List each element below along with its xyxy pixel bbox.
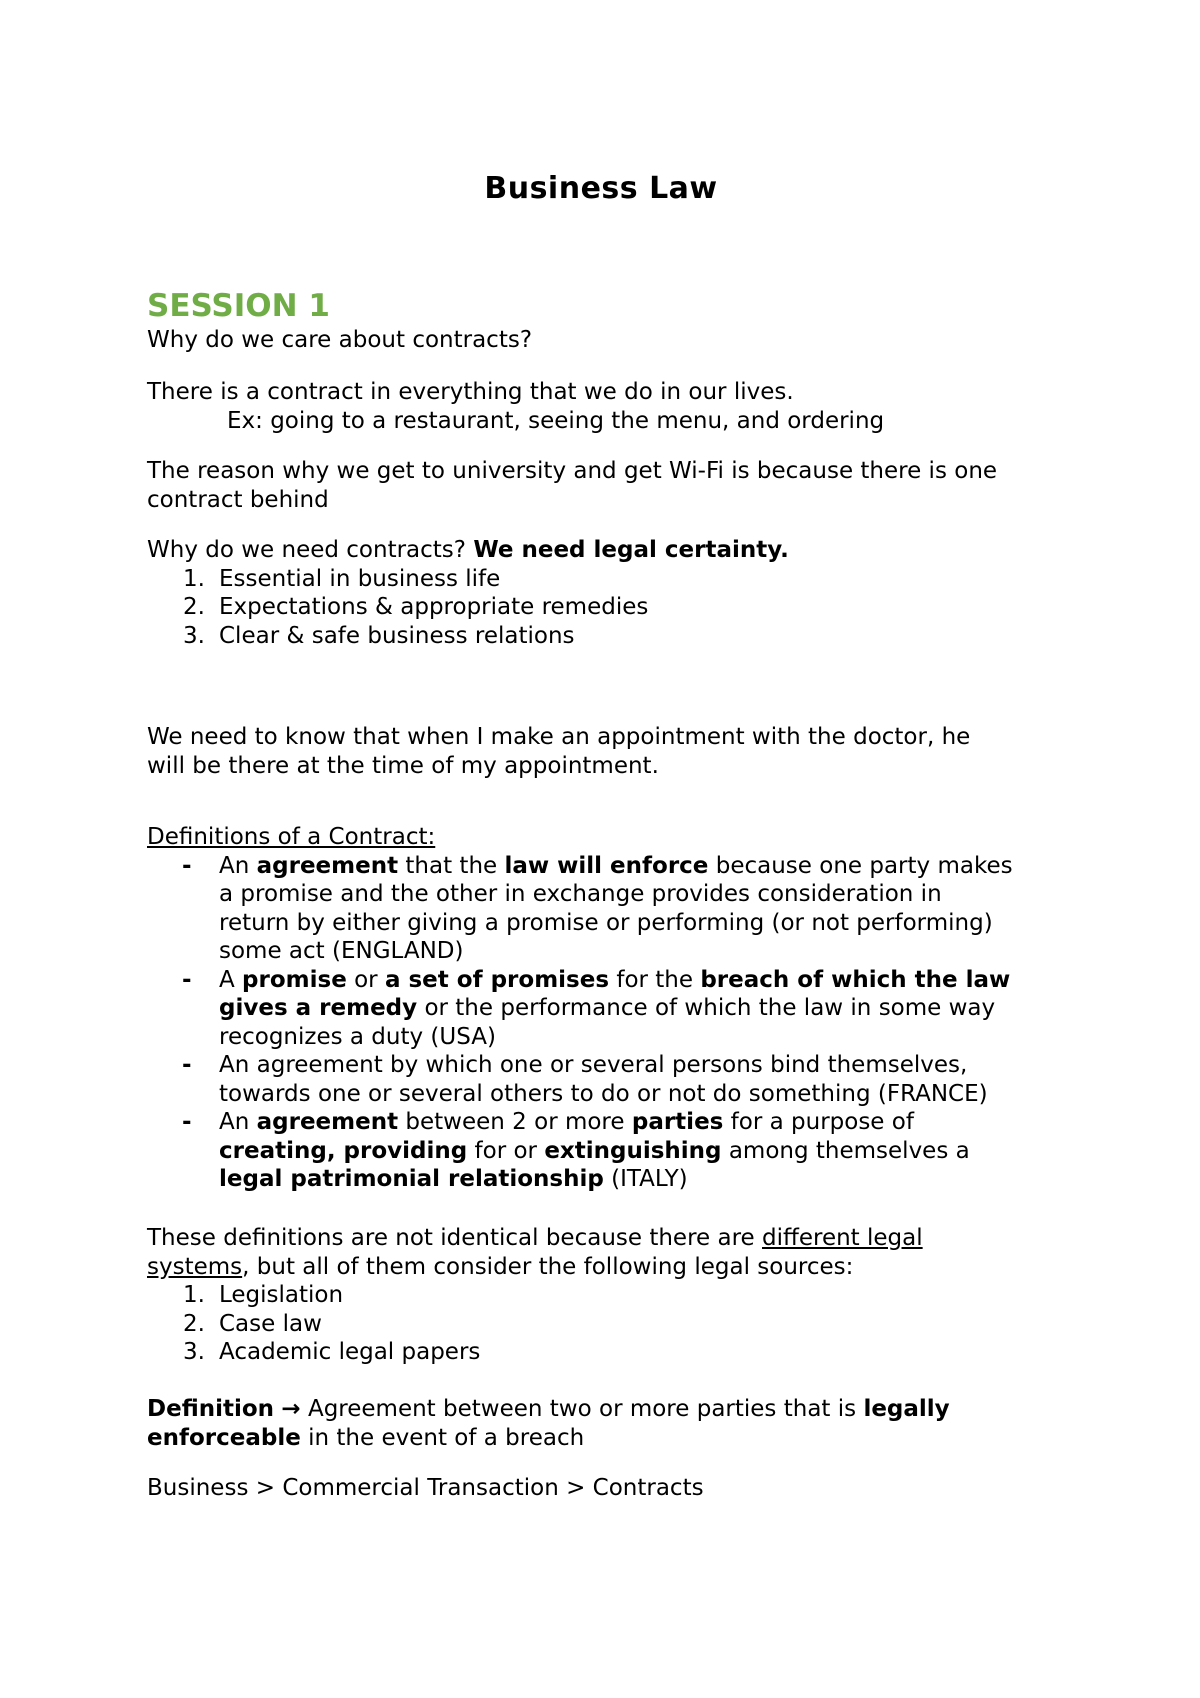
text-run: An xyxy=(219,852,257,879)
final-definition xyxy=(147,1395,1072,1452)
text-run: between 2 or more xyxy=(398,1109,632,1135)
bold-run: creating, providing xyxy=(219,1137,468,1164)
doctor-line-2: will be there at the time of my appointment. xyxy=(147,752,659,779)
definitions-heading: Definitions of a Contract: xyxy=(147,824,436,850)
definition-usa xyxy=(147,966,1072,1052)
text-run: for or xyxy=(467,1137,545,1164)
definitions-section xyxy=(147,823,1072,1194)
session-heading: SESSION 1 xyxy=(147,288,330,324)
bullet-dash: - xyxy=(182,1109,192,1135)
right-arrow-icon: → xyxy=(281,1396,301,1422)
question-care-contracts: Why do we care about contracts? xyxy=(147,327,533,353)
list-number: 3. xyxy=(183,622,205,649)
list-item xyxy=(147,565,1072,594)
underlined-run: different legal xyxy=(762,1225,923,1251)
text-line: towards one or several others to do or not do something (FRANCE) xyxy=(219,1080,988,1107)
bold-run: legally xyxy=(863,1396,950,1422)
doctor-line-1: We need to know that when I make an appointment with the doctor, he xyxy=(147,724,971,750)
list-number: 2. xyxy=(183,594,205,620)
list-text: Expectations & appropriate remedies xyxy=(219,594,649,620)
text-run: An xyxy=(219,1109,257,1135)
list-item xyxy=(147,622,1072,651)
example-text: Ex: going to a restaurant, seeing the menu, and ordering xyxy=(227,407,885,434)
text-run: for a purpose of xyxy=(723,1109,914,1135)
definition-france xyxy=(147,1051,1072,1108)
definitions-list xyxy=(147,852,1072,1194)
bold-run: parties xyxy=(631,1109,724,1135)
list-text: Case law xyxy=(219,1310,322,1337)
university-line-1: The reason why we get to university and get Wi-Fi is because there is one xyxy=(147,458,998,484)
need-answer: We need legal certainty. xyxy=(473,537,789,563)
bold-run: a set of promises xyxy=(384,966,610,993)
list-text: Legislation xyxy=(219,1282,344,1308)
list-text: Essential in business life xyxy=(219,565,501,592)
need-contracts-line xyxy=(147,536,1072,565)
bold-run: legal patrimonial relationship xyxy=(219,1166,604,1192)
document-title: Business Law xyxy=(484,171,718,206)
text-run: or the performance of which the law in some way xyxy=(417,995,996,1021)
university-line-2: contract behind xyxy=(147,486,329,513)
definition-england xyxy=(147,852,1072,966)
text-line: a promise and the other in exchange provides consideration in xyxy=(219,881,942,907)
bold-run: gives a remedy xyxy=(219,995,418,1021)
list-text: Clear & safe business relations xyxy=(219,622,575,649)
list-item xyxy=(147,593,1072,622)
text-run: , but all of them consider the following legal sources: xyxy=(242,1253,854,1280)
bullet-dash: - xyxy=(182,1052,192,1078)
list-number: 1. xyxy=(183,565,205,592)
bold-run: enforceable xyxy=(147,1424,301,1451)
legal-sources-list xyxy=(147,1281,1072,1367)
bullet-dash: - xyxy=(182,852,192,879)
bold-run: extinguishing xyxy=(544,1137,722,1164)
need-contracts-block xyxy=(147,536,1072,650)
list-text: Academic legal papers xyxy=(219,1339,481,1365)
text-line: recognizes a duty (USA) xyxy=(219,1023,496,1050)
text-run: for the xyxy=(609,966,701,993)
text-run: (ITALY) xyxy=(603,1166,688,1192)
text-run: in the event of a breach xyxy=(300,1424,585,1451)
contract-everything-block xyxy=(147,378,1072,435)
definition-italy xyxy=(147,1108,1072,1194)
bullet-dash: - xyxy=(182,966,192,993)
doctor-paragraph xyxy=(147,723,1072,780)
list-number: 1. xyxy=(183,1282,205,1308)
list-number: 2. xyxy=(183,1310,205,1337)
list-number: 3. xyxy=(183,1339,205,1365)
list-item xyxy=(147,1338,1072,1367)
text-line: return by either giving a promise or performing (or not performing) xyxy=(219,909,993,936)
list-item xyxy=(147,1310,1072,1339)
underlined-run: systems xyxy=(147,1253,243,1280)
bold-run: law will enforce xyxy=(504,852,709,879)
bold-run: promise xyxy=(242,966,347,993)
text-run: because one party makes xyxy=(708,852,1013,879)
text-line: An agreement by which one or several persons bind themselves, xyxy=(219,1052,968,1078)
need-reasons-list xyxy=(147,565,1072,651)
text-run: that the xyxy=(398,852,505,879)
text-run: among themselves a xyxy=(721,1137,970,1164)
hierarchy-line: Business > Commercial Transaction > Contracts xyxy=(147,1475,704,1501)
text-run: A xyxy=(219,966,243,993)
legal-systems-section xyxy=(147,1224,1072,1367)
text-run: These definitions are not identical because there are xyxy=(147,1225,763,1251)
bold-run: agreement xyxy=(256,1109,399,1135)
contract-everything-text: There is a contract in everything that we do in our lives. xyxy=(147,379,794,405)
text-run: Agreement between two or more parties that is xyxy=(307,1396,864,1422)
bold-run: Definition xyxy=(147,1396,275,1422)
need-question: Why do we need contracts? xyxy=(147,537,474,563)
bold-run: agreement xyxy=(256,852,399,879)
university-paragraph xyxy=(147,457,1072,514)
list-item xyxy=(147,1281,1072,1310)
text-run: or xyxy=(346,966,385,993)
text-line: some act (ENGLAND) xyxy=(219,938,464,964)
bold-run: breach of which the law xyxy=(700,966,1011,993)
